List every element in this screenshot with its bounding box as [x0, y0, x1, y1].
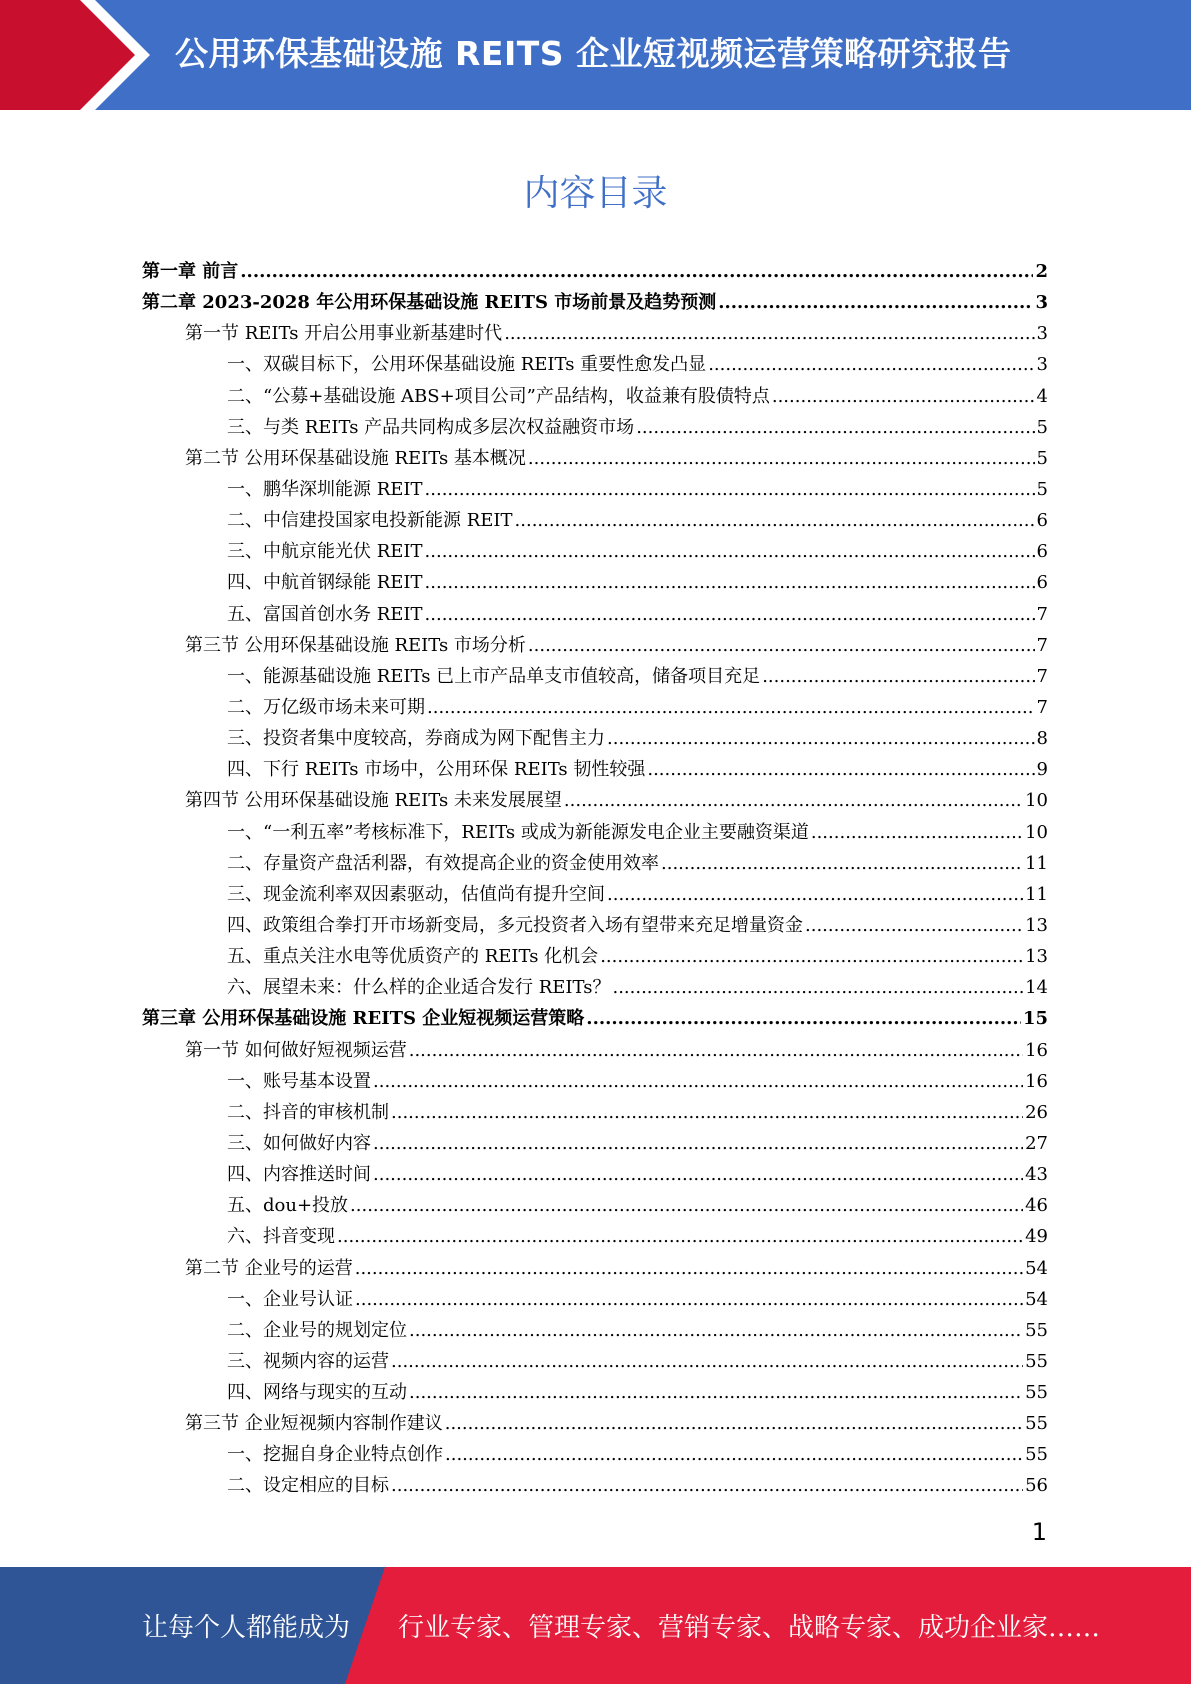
toc-entry[interactable] [142, 723, 1048, 754]
toc-leader-dots [409, 1315, 1023, 1346]
toc-entry-label: 五、重点关注水电等优质资产的 REITs 化机会 [227, 946, 599, 968]
toc-entry-label: 一、账号基本设置 [227, 1070, 371, 1092]
toc-entry[interactable] [142, 381, 1048, 412]
toc-entry-label: 四、网络与现实的互动 [227, 1382, 407, 1404]
toc-leader-dots [528, 443, 1035, 474]
toc-entry-label: 六、展望未来：什么样的企业适合发行 REITs？ [227, 977, 611, 999]
toc-entry-label: 一、双碳目标下，公用环保基础设施 REITs 重要性愈发凸显 [227, 354, 707, 376]
toc-leader-dots [661, 848, 1023, 879]
toc-leader-dots [445, 1408, 1023, 1439]
toc-leader-dots [355, 1284, 1023, 1315]
toc-entry-label: 五、dou+投放 [227, 1195, 349, 1217]
toc-entry-label: 第一章 前言 [142, 261, 239, 282]
toc-entry[interactable] [142, 1221, 1048, 1252]
toc-entry[interactable] [142, 287, 1048, 318]
toc-entry-page: 54 [1025, 1288, 1048, 1310]
toc-entry[interactable] [142, 848, 1048, 879]
toc-entry[interactable] [142, 474, 1048, 505]
toc-entry[interactable] [142, 1284, 1048, 1315]
toc-leader-dots [811, 817, 1023, 848]
toc-leader-dots [564, 785, 1023, 816]
toc-entry-page: 6 [1036, 572, 1048, 594]
toc-entry-label: 第三章 公用环保基础设施 REITS 企业短视频运营策略 [142, 1008, 585, 1030]
toc-entry-label: 二、中信建投国家电投新能源 REIT [227, 510, 513, 532]
toc-entry-label: 三、与类 REITs 产品共同构成多层次权益融资市场 [227, 416, 635, 438]
toc-entry-page: 3 [1036, 354, 1048, 376]
toc-entry[interactable] [142, 1408, 1048, 1439]
toc-entry-page: 6 [1036, 510, 1048, 532]
toc-entry[interactable] [142, 412, 1048, 443]
toc-leader-dots [409, 1035, 1023, 1066]
toc-leader-dots [515, 505, 1035, 536]
toc-entry-page: 3 [1036, 323, 1048, 345]
toc-entry-label: 一、挖掘自身企业特点创作 [227, 1444, 443, 1466]
toc-leader-dots [391, 1346, 1023, 1377]
toc-entry-page: 49 [1025, 1226, 1048, 1248]
toc-entry-page: 55 [1025, 1413, 1048, 1435]
toc-entry-page: 27 [1025, 1132, 1048, 1154]
toc-entry[interactable] [142, 692, 1048, 723]
toc-leader-dots [425, 599, 1035, 630]
header-banner [0, 0, 1191, 110]
toc-entry[interactable] [142, 1097, 1048, 1128]
toc-entry-label: 三、现金流利率双因素驱动，估值尚有提升空间 [227, 883, 605, 905]
toc-entry-label: 四、政策组合拳打开市场新变局，多元投资者入场有望带来充足增量资金 [227, 914, 803, 936]
toc-entry[interactable] [142, 817, 1048, 848]
toc-entry-page: 7 [1036, 665, 1048, 687]
toc-entry-label: 二、设定相应的目标 [227, 1475, 389, 1497]
toc-entry[interactable] [142, 443, 1048, 474]
toc-leader-dots [528, 630, 1035, 661]
toc-entry-page: 5 [1036, 478, 1048, 500]
toc-entry-label: 四、内容推送时间 [227, 1164, 371, 1186]
toc-entry[interactable] [142, 1346, 1048, 1377]
toc-entry-label: 三、投资者集中度较高，券商成为网下配售主力 [227, 728, 605, 750]
toc-entry[interactable] [142, 536, 1048, 567]
toc-entry-page: 6 [1036, 541, 1048, 563]
toc-entry-page: 7 [1036, 696, 1048, 718]
toc-entry-label: 五、富国首创水务 REIT [227, 603, 423, 625]
toc-entry-label: 第三节 公用环保基础设施 REITs 市场分析 [185, 634, 526, 656]
toc-entry-page: 11 [1025, 852, 1048, 874]
toc-entry-page: 46 [1025, 1195, 1048, 1217]
toc-leader-dots [350, 1190, 1023, 1221]
toc-entry-page: 7 [1036, 603, 1048, 625]
toc-entry-page: 55 [1025, 1350, 1048, 1372]
toc-leader-dots [762, 661, 1034, 692]
toc-entry[interactable] [142, 630, 1048, 661]
toc-entry-label: 四、中航首钢绿能 REIT [227, 572, 423, 594]
toc-entry[interactable] [142, 1003, 1048, 1034]
toc-entry[interactable] [142, 1066, 1048, 1097]
toc-entry[interactable] [142, 879, 1048, 910]
toc-entry[interactable] [142, 1128, 1048, 1159]
toc-entry[interactable] [142, 1035, 1048, 1066]
toc-entry-page: 15 [1022, 1008, 1048, 1030]
toc-entry[interactable] [142, 785, 1048, 816]
toc-entry-label: 一、“一利五率”考核标准下，REITs 或成为新能源发电企业主要融资渠道 [227, 821, 809, 843]
toc-entry-page: 16 [1025, 1039, 1048, 1061]
toc-leader-dots [504, 318, 1034, 349]
toc-entry-label: 三、如何做好内容 [227, 1132, 371, 1154]
header-arrow-shape [0, 0, 160, 110]
toc-entry-page: 9 [1036, 759, 1048, 781]
toc-entry[interactable] [142, 505, 1048, 536]
toc-leader-dots [607, 723, 1035, 754]
table-of-contents [142, 256, 1048, 1502]
toc-leader-dots [600, 941, 1023, 972]
toc-entry[interactable] [142, 754, 1048, 785]
toc-leader-dots [425, 474, 1035, 505]
toc-entry-label: 三、中航京能光伏 REIT [227, 541, 423, 563]
toc-leader-dots [240, 256, 1033, 287]
toc-entry-page: 13 [1025, 946, 1048, 968]
toc-leader-dots [425, 567, 1035, 598]
toc-entry-page: 10 [1025, 821, 1048, 843]
toc-entry-page: 13 [1025, 914, 1048, 936]
toc-entry-page: 4 [1036, 385, 1048, 407]
toc-entry-label: 二、企业号的规划定位 [227, 1319, 407, 1341]
toc-entry-page: 10 [1025, 790, 1048, 812]
toc-leader-dots [708, 349, 1034, 380]
toc-entry[interactable] [142, 567, 1048, 598]
toc-leader-dots [373, 1066, 1023, 1097]
footer-slogan-right: 行业专家、管理专家、营销专家、战略专家、成功企业家…… [398, 1613, 1101, 1643]
toc-entry[interactable] [142, 1190, 1048, 1221]
toc-entry-page: 16 [1025, 1070, 1048, 1092]
toc-entry-page: 7 [1036, 634, 1048, 656]
toc-heading: 内容目录 [523, 173, 668, 214]
toc-entry-page: 3 [1035, 292, 1048, 314]
toc-entry[interactable] [142, 1470, 1048, 1501]
toc-entry-page: 2 [1035, 261, 1048, 282]
toc-leader-dots [718, 287, 1033, 318]
toc-entry-label: 一、企业号认证 [227, 1288, 353, 1310]
toc-entry-page: 56 [1025, 1475, 1048, 1497]
page-number: 1 [1031, 1518, 1047, 1546]
toc-leader-dots [355, 1253, 1023, 1284]
toc-entry[interactable] [142, 349, 1048, 380]
toc-entry-page: 43 [1025, 1164, 1048, 1186]
toc-entry-label: 一、能源基础设施 REITs 已上市产品单支市值较高，储备项目充足 [227, 665, 761, 687]
toc-entry-label: 第二节 企业号的运营 [185, 1257, 353, 1279]
toc-entry-label: 二、“公募+基础设施 ABS+项目公司”产品结构，收益兼有股债特点 [227, 385, 770, 407]
toc-entry-label: 第四节 公用环保基础设施 REITs 未来发展展望 [185, 790, 562, 812]
toc-entry-label: 二、存量资产盘活利器，有效提高企业的资金使用效率 [227, 852, 659, 874]
toc-leader-dots [586, 1003, 1021, 1034]
toc-entry-page: 54 [1025, 1257, 1048, 1279]
toc-leader-dots [373, 1128, 1023, 1159]
toc-entry-page: 26 [1025, 1101, 1048, 1123]
toc-entry[interactable] [142, 972, 1048, 1003]
toc-entry[interactable] [142, 1253, 1048, 1284]
toc-entry-page: 5 [1036, 416, 1048, 438]
toc-leader-dots [425, 536, 1035, 567]
toc-entry[interactable] [142, 910, 1048, 941]
toc-entry[interactable] [142, 599, 1048, 630]
toc-entry-page: 14 [1025, 977, 1048, 999]
toc-entry-label: 二、抖音的审核机制 [227, 1101, 389, 1123]
toc-entry-label: 一、鹏华深圳能源 REIT [227, 478, 423, 500]
toc-leader-dots [607, 879, 1023, 910]
toc-entry-page: 11 [1025, 883, 1048, 905]
toc-leader-dots [636, 412, 1034, 443]
toc-leader-dots [612, 972, 1023, 1003]
toc-entry-label: 第一节 如何做好短视频运营 [185, 1039, 407, 1061]
toc-entry[interactable] [142, 1377, 1048, 1408]
toc-entry-label: 六、抖音变现 [227, 1226, 335, 1248]
toc-entry-label: 第二节 公用环保基础设施 REITs 基本概况 [185, 447, 526, 469]
report-title: 公用环保基础设施 REITS 企业短视频运营策略研究报告 [175, 34, 1012, 73]
toc-entry-label: 三、视频内容的运营 [227, 1350, 389, 1372]
toc-entry-page: 8 [1036, 728, 1048, 750]
toc-leader-dots [373, 1159, 1023, 1190]
toc-entry-label: 四、下行 REITs 市场中，公用环保 REITs 韧性较强 [227, 759, 646, 781]
toc-entry-label: 第三节 企业短视频内容制作建议 [185, 1413, 443, 1435]
toc-entry[interactable] [142, 256, 1048, 287]
footer-banner [0, 1567, 1191, 1684]
toc-entry-page: 55 [1025, 1319, 1048, 1341]
toc-entry-label: 第一节 REITs 开启公用事业新基建时代 [185, 323, 503, 345]
toc-leader-dots [805, 910, 1023, 941]
toc-entry[interactable] [142, 1159, 1048, 1190]
toc-leader-dots [445, 1439, 1023, 1470]
toc-leader-dots [647, 754, 1034, 785]
footer-slogan-left: 让每个人都能成为 [142, 1613, 351, 1643]
toc-entry-page: 5 [1036, 447, 1048, 469]
toc-entry-page: 55 [1025, 1382, 1048, 1404]
toc-leader-dots [427, 692, 1035, 723]
toc-leader-dots [391, 1097, 1023, 1128]
toc-entry[interactable] [142, 318, 1048, 349]
toc-leader-dots [391, 1470, 1023, 1501]
toc-leader-dots [337, 1221, 1023, 1252]
toc-entry[interactable] [142, 661, 1048, 692]
toc-entry[interactable] [142, 1315, 1048, 1346]
toc-entry[interactable] [142, 941, 1048, 972]
toc-leader-dots [409, 1377, 1023, 1408]
toc-entry-page: 55 [1025, 1444, 1048, 1466]
toc-entry[interactable] [142, 1439, 1048, 1470]
toc-leader-dots [772, 381, 1035, 412]
toc-entry-label: 第二章 2023-2028 年公用环保基础设施 REITS 市场前景及趋势预测 [142, 292, 717, 314]
toc-entry-label: 二、万亿级市场未来可期 [227, 696, 425, 718]
